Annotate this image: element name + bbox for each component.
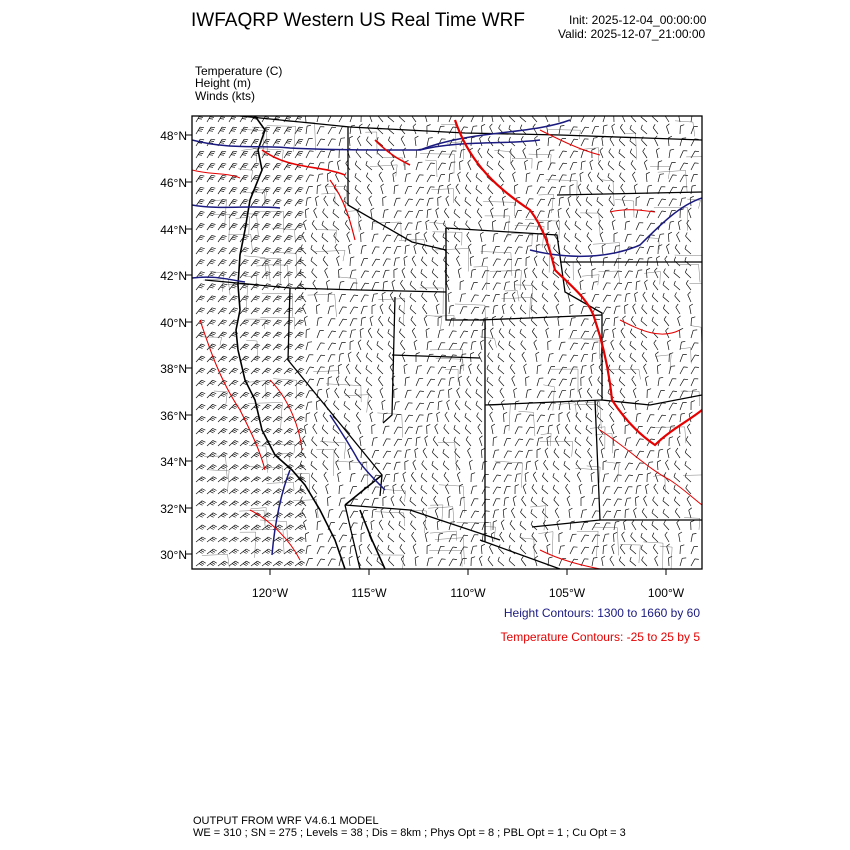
coastline bbox=[236, 116, 385, 569]
chart-title: IWFAQRP Western US Real Time WRF bbox=[191, 10, 525, 31]
lat-label-48: 48°N bbox=[160, 129, 187, 143]
height-legend: Height Contours: 1300 to 1660 by 60 bbox=[503, 606, 700, 620]
variable-height: Height (m) bbox=[195, 76, 252, 90]
lat-label-42: 42°N bbox=[160, 269, 187, 283]
lat-label-30: 30°N bbox=[160, 548, 187, 562]
variable-winds: Winds (kts) bbox=[195, 89, 255, 103]
variable-temperature: Temperature (C) bbox=[195, 64, 283, 78]
valid-time: Valid: 2025-12-07_21:00:00 bbox=[558, 27, 706, 41]
lon-label-120: 120°W bbox=[251, 586, 289, 600]
lon-label-115: 115°W bbox=[351, 586, 387, 600]
lat-label-46: 46°N bbox=[160, 176, 187, 190]
lat-label-32: 32°N bbox=[160, 502, 187, 516]
lat-label-38: 38°N bbox=[160, 362, 187, 376]
temperature-legend: Temperature Contours: -25 to 25 by 5 bbox=[500, 630, 700, 644]
lon-label-110: 110°W bbox=[450, 586, 486, 600]
lon-label-105: 105°W bbox=[548, 586, 586, 600]
wind-barbs bbox=[196, 112, 699, 566]
lat-label-34: 34°N bbox=[160, 455, 187, 469]
lat-label-44: 44°N bbox=[160, 223, 187, 237]
footer-model: OUTPUT FROM WRF V4.6.1 MODEL bbox=[193, 815, 379, 827]
lat-label-36: 36°N bbox=[160, 409, 187, 423]
lon-label-100: 100°W bbox=[647, 586, 685, 600]
footer-config: WE = 310 ; SN = 275 ; Levels = 38 ; Dis = 8km ; Phys Opt = 8 ; PBL Opt = 1 ; Cu Opt = 3 bbox=[193, 827, 626, 839]
init-time: Init: 2025-12-04_00:00:00 bbox=[569, 13, 707, 27]
lat-label-40: 40°N bbox=[160, 316, 187, 330]
